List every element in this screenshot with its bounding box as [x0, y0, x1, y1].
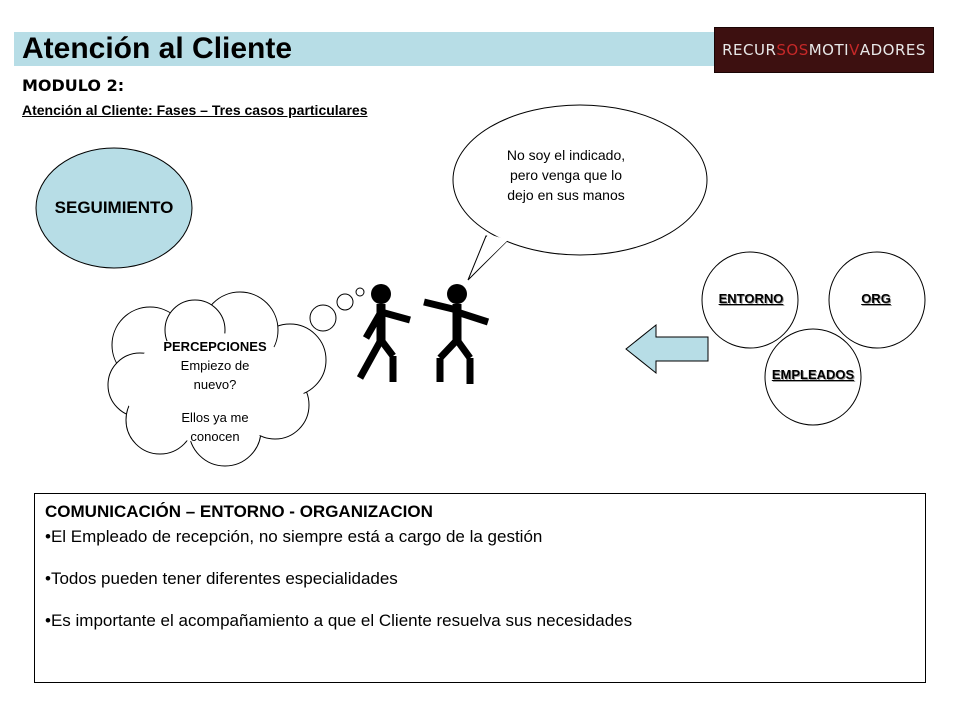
left-arrow-icon: [626, 325, 708, 373]
stick-figure-pointing: [424, 284, 488, 384]
info-box-title: COMUNICACIÓN – ENTORNO - ORGANIZACION: [45, 502, 433, 521]
cloud-line-1: Empiezo de: [180, 358, 250, 373]
empleados-label: EMPLEADOS: [771, 367, 855, 382]
org-label: ORG: [861, 291, 891, 306]
logo-text-3: ADORES: [859, 41, 926, 59]
speech-line-1: No soy el indicado,: [506, 147, 626, 163]
module-subtitle: Atención al Cliente: Fases – Tres casos particulares: [22, 102, 368, 118]
info-box: [34, 493, 926, 683]
cloud-line-2: nuevo?: [193, 377, 237, 392]
thought-cloud-text: [140, 337, 290, 446]
stick-figure-walking: [360, 284, 410, 382]
logo-text-accent: SOS: [776, 41, 809, 59]
cloud-heading: PERCEPCIONES: [163, 339, 267, 354]
info-item: •Es importante el acompañamiento a que el Cliente resuelva sus necesidades: [45, 611, 633, 630]
seguimiento-label: SEGUIMIENTO: [54, 198, 174, 217]
speech-line-2: pero venga que lo: [509, 167, 623, 183]
logo-text-1: RECUR: [722, 41, 777, 59]
logo-text-accent-2: V: [849, 41, 860, 59]
entorno-label: ENTORNO: [718, 291, 784, 306]
speech-bubble-text: [465, 145, 667, 205]
cloud-line-3: Ellos ya me: [181, 410, 249, 425]
info-item: •El Empleado de recepción, no siempre está a cargo de la gestión: [45, 527, 543, 546]
cloud-line-4: conocen: [190, 429, 240, 444]
logo-text-2: MOTI: [808, 41, 850, 59]
info-item: •Todos pueden tener diferentes especialidades: [45, 569, 398, 588]
module-label: MODULO 2:: [22, 76, 125, 95]
page-title: Atención al Cliente: [22, 32, 293, 65]
speech-line-3: dejo en sus manos: [507, 187, 625, 203]
